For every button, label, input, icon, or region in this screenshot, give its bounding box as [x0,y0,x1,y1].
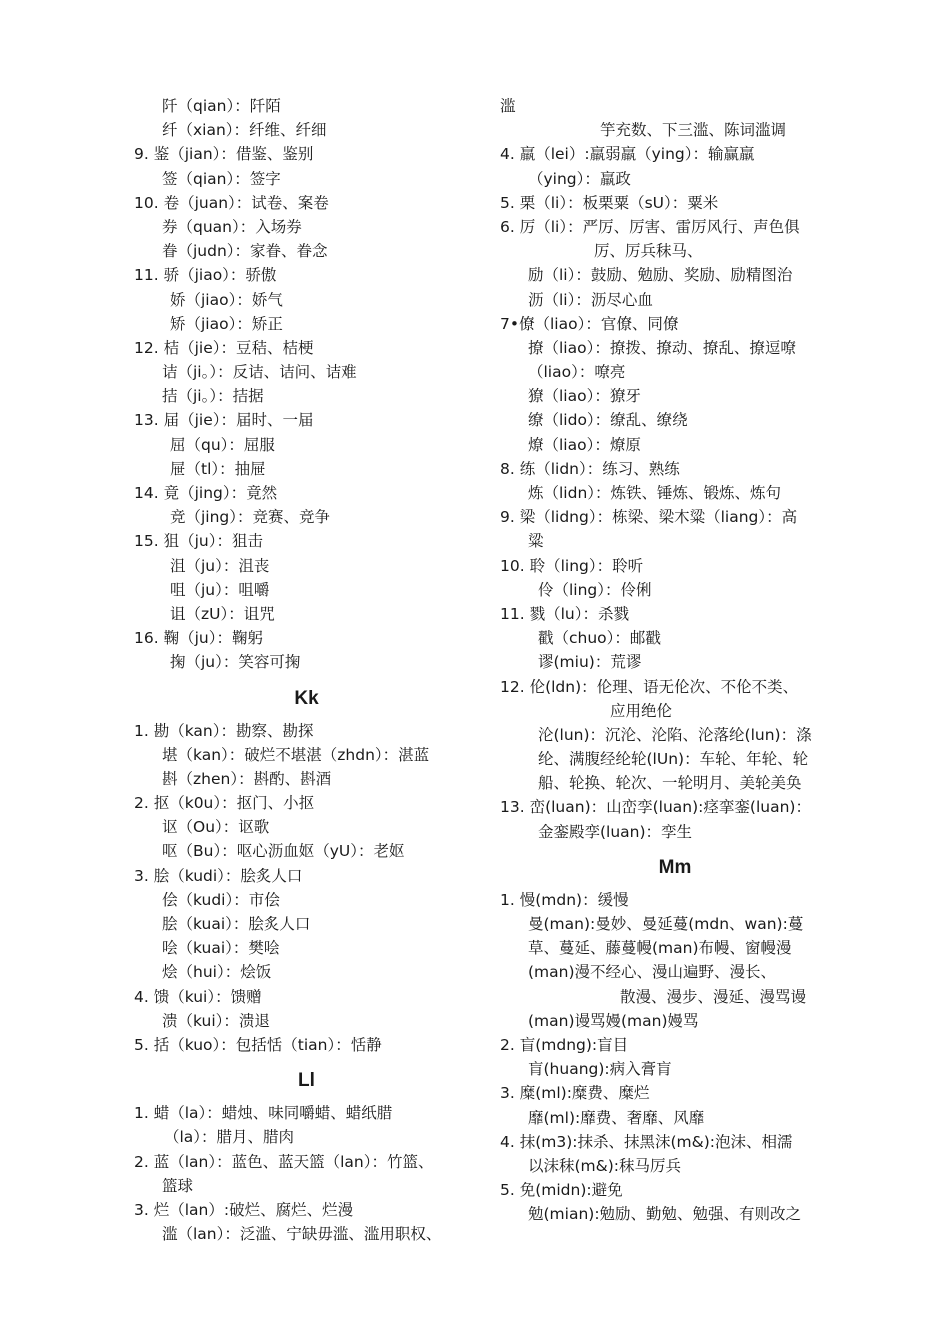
entry-line: 谬(miu)：荒谬 [538,653,642,672]
entry-line: 沥（li）：沥尽心血 [528,290,653,309]
entry-line: 矫（jiao）：矫正 [170,314,283,333]
entry-line: 1. 慢(mdn)：缓慢 [500,890,629,909]
entry-line: 讴（Ou）：讴歌 [162,818,270,837]
entry-line: 以沫秣(m&):秣马厉兵 [528,1156,682,1175]
entry-line: 9. 鉴（jian）：借鉴、鉴别 [134,145,314,164]
entry-line: 3. 糜(ml):糜费、糜烂 [500,1084,650,1103]
entry-line: 应用绝伦 [610,701,673,720]
entry-line: 戳（chuo）：邮戳 [538,629,661,648]
entry-line: 娇（jiao）：娇气 [170,290,283,309]
entry-line: 10. 聆（ling）：聆听 [500,556,644,575]
entry-line: 纶、满腹经纶轮(lUn)：车轮、年轮、轮 [538,750,809,769]
entry-line: 燎（liao）：燎原 [528,435,641,454]
entry-line: 厉、厉兵秣马、 [594,242,703,261]
entry-line: 2. 蓝（lan）：蓝色、蓝天篮（lan）：竹篮、 [134,1152,434,1171]
entry-line: 诘（ji。）：反诘、诘问、诘难 [162,363,357,382]
entry-line: 1. 勘（kan）：勘察、勘探 [134,721,314,740]
entry-line: 3. 烂（lan）:破烂、腐烂、烂漫 [134,1200,354,1219]
entry-line: 签（qian）：签字 [162,169,281,188]
entry-line: 3. 脍（kudi）：脍炙人口 [134,866,303,885]
entry-line: 堪（kan）：破烂不堪湛（zhdn）：湛蓝 [162,745,430,764]
entry-line: 獠（liao）：獠牙 [528,387,641,406]
entry-line: 伶（ling）：伶俐 [538,580,652,599]
entry-line: （la）：腊月、腊肉 [164,1128,295,1147]
entry-line: 竽充数、下三滥、陈词滥调 [600,121,787,140]
entry-line: 屉（tl）：抽屉 [170,459,266,478]
entry-line: 哙（kuai）：樊哙 [162,939,280,958]
entry-line: 滥 [500,97,516,115]
entry-line: 9. 梁（lidng）：栋梁、梁木粱（liang）：高 [500,508,798,527]
entry-line: 5. 栗（li）：板栗粟（sU）：粟米 [500,193,719,212]
right-column [500,94,850,1226]
entry-line: 11. 戮（lu）：杀戮 [500,604,629,623]
left-column [134,94,479,1246]
entry-line: 5. 免(midn):避免 [500,1181,623,1200]
entry-line: 12. 桔（jie）：豆秸、桔梗 [134,338,314,357]
section-heading: Ll [298,1070,315,1092]
entry-line: 呕（Bu）：呕心沥血妪（yU）：老妪 [162,842,405,861]
entry-line: 撩（liao）：撩拨、撩动、撩乱、撩逗嘹 [528,338,796,357]
entry-line: 屈（qu）：屈服 [170,435,275,454]
entry-line: 曼(man):曼妙、曼延蔓(mdn、wan):蔓 [528,915,804,933]
entry-line: 2. 抠（k0u）：抠门、小抠 [134,794,315,813]
entry-line: 粱 [528,532,544,551]
entry-line: 诅（zU）：诅咒 [170,604,275,623]
entry-line: 4. 抹(m3):抹杀、抹黑沫(m&):泡沫、相濡 [500,1132,793,1151]
entry-line: 滥（lan）：泛滥、宁缺毋滥、滥用职权、 [162,1225,442,1244]
entry-line: 沦(lun)：沉沦、沦陷、沦落纶(lun)：涤 [538,725,812,744]
entry-line: 8. 练（lidn）：练习、熟练 [500,459,680,478]
entry-line: 肓(huang):病入膏肓 [528,1060,672,1079]
entry-line: (man)谩骂嫚(man)嫚骂 [528,1011,699,1030]
entry-line: （ying）：羸政 [528,169,631,188]
entry-line: 侩（kudi）：市侩 [162,890,280,909]
section-heading: Kk [294,687,319,709]
entry-line: 16. 鞠（ju）：鞠躬 [134,629,263,648]
entry-line: 眷（judn）：家眷、眷念 [162,242,328,261]
entry-line: 12. 伦(ldn)：伦理、语无伦次、不伦不类、 [500,677,799,696]
entry-line: 勉(mian):勉励、勤勉、勉强、有则改之 [528,1205,802,1224]
entry-line: 阡（qian）：阡陌 [162,97,281,115]
entry-line: (man)漫不经心、漫山遍野、漫长、 [528,963,777,982]
entry-line: 券（quan）：入场券 [162,217,302,236]
entry-line: 掬（ju）：笑容可掬 [170,653,301,672]
entry-line: 竞（jing）：竞赛、竞争 [170,508,331,527]
entry-line: 10. 卷（juan）：试卷、案卷 [134,193,329,212]
entry-line: 金銮殿孪(luan)：孪生 [538,822,693,841]
entry-line: 炼（lidn）：炼铁、锤炼、锻炼、炼句 [528,484,782,502]
entry-line: 励（li）：鼓励、勉励、奖励、励精图治 [528,266,793,285]
entry-line: 靡(ml):靡费、奢靡、风靡 [528,1108,705,1127]
entry-line: 4. 馈（kui）：馈赠 [134,987,262,1006]
entry-line: 14. 竟（jing）：竟然 [134,484,278,502]
entry-line: 6. 厉（li）：严厉、厉害、雷厉风行、声色俱 [500,217,800,236]
entry-line: 草、蔓延、藤蔓幔(man)布幔、窗幔漫 [528,939,792,958]
entry-line: 篮球 [162,1176,194,1195]
entry-line: 脍（kuai）：脍炙人口 [162,915,311,933]
entry-line: 13. 届（jie）：届时、一届 [134,411,314,430]
entry-line: 船、轮换、轮次、一轮明月、美轮美奂 [538,774,802,793]
entry-line: 斟（zhen）：斟酌、斟酒 [162,769,332,788]
entry-line: 4. 羸（lei）:羸弱羸（ying）：输赢羸 [500,145,755,164]
entry-line: 7•僚（liao）：官僚、同僚 [500,314,679,333]
section-heading: Mm [658,856,692,878]
entry-line: 11. 骄（jiao）：骄傲 [134,266,277,285]
entry-line: 缭（lido）：缭乱、缭绕 [528,411,688,430]
entry-line: 1. 蜡（la）：蜡烛、味同嚼蜡、蜡纸腊 [134,1104,393,1123]
entry-line: 溃（kui）：溃退 [162,1011,270,1030]
entry-line: 沮（ju）：沮丧 [170,556,270,575]
entry-line: 咀（ju）：咀嚼 [170,580,270,599]
entry-line: 散漫、漫步、漫延、漫骂谩 [620,987,807,1006]
entry-line: （liao）：嘹亮 [528,363,626,382]
entry-line: 拮（ji。）：拮据 [162,387,264,406]
entry-line: 15. 狙（ju）：狙击 [134,532,263,551]
entry-line: 纤（xian）：纤维、纤细 [162,121,327,140]
entry-line: 5. 括（kuo）：包括恬（tian）：恬静 [134,1035,382,1054]
entry-line: 烩（hui）：烩饭 [162,963,272,982]
entry-line: 13. 峦(luan)：山峦孪(luan):痉挛銮(luan)： [500,798,811,817]
entry-line: 2. 盲(mdng):盲目 [500,1035,629,1054]
